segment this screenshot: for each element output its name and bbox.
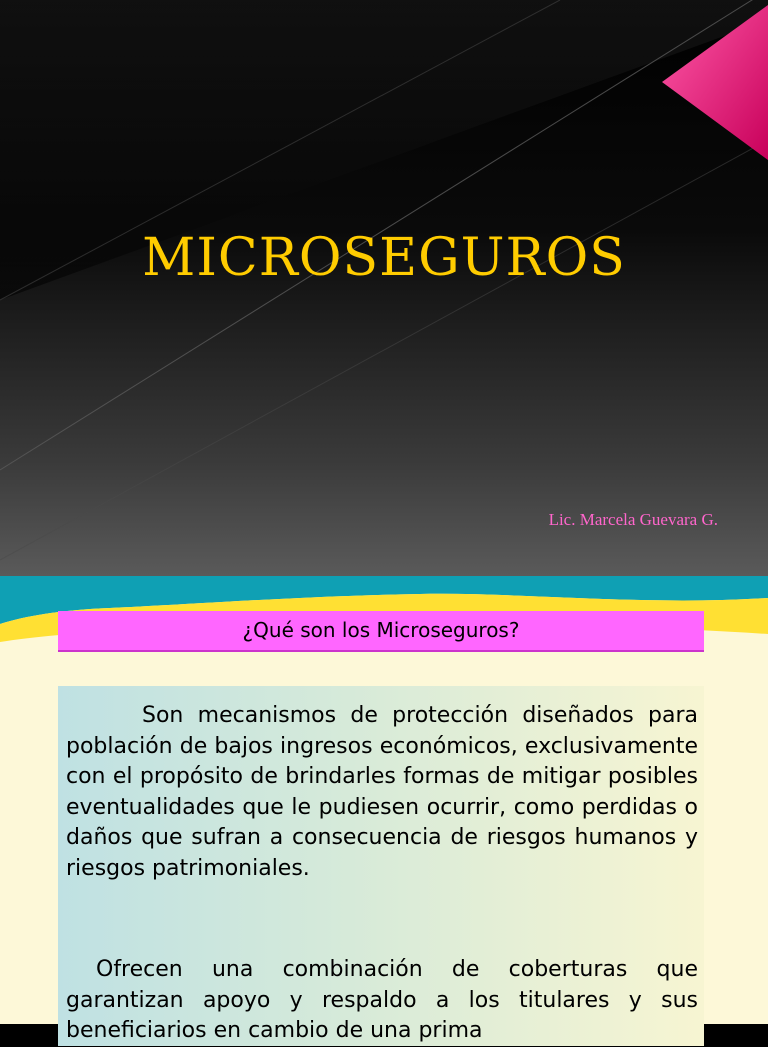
slide-title: MICROSEGUROS bbox=[142, 228, 626, 288]
paragraph-coverage: Ofrecen una combinación de coberturas que garantizan apoyo y respaldo a los titulares y sus beneficiarios en cambio de una prima bbox=[66, 957, 698, 1043]
content-slide bbox=[0, 576, 768, 1043]
author-name: Lic. Marcela Guevara G. bbox=[548, 510, 718, 529]
section-heading: ¿Qué son los Microseguros? bbox=[58, 611, 704, 652]
paragraph-definition: Son mecanismos de protección diseñados para población de bajos ingresos económicos, exclusivamente con el propósito de brindarles formas de mitigar posibles eventualidades que le pudiesen ocurrir, como perdidas o daños que sufran a consecuencia de riesgos humanos y riesgos patrimoniales. bbox=[66, 703, 698, 881]
